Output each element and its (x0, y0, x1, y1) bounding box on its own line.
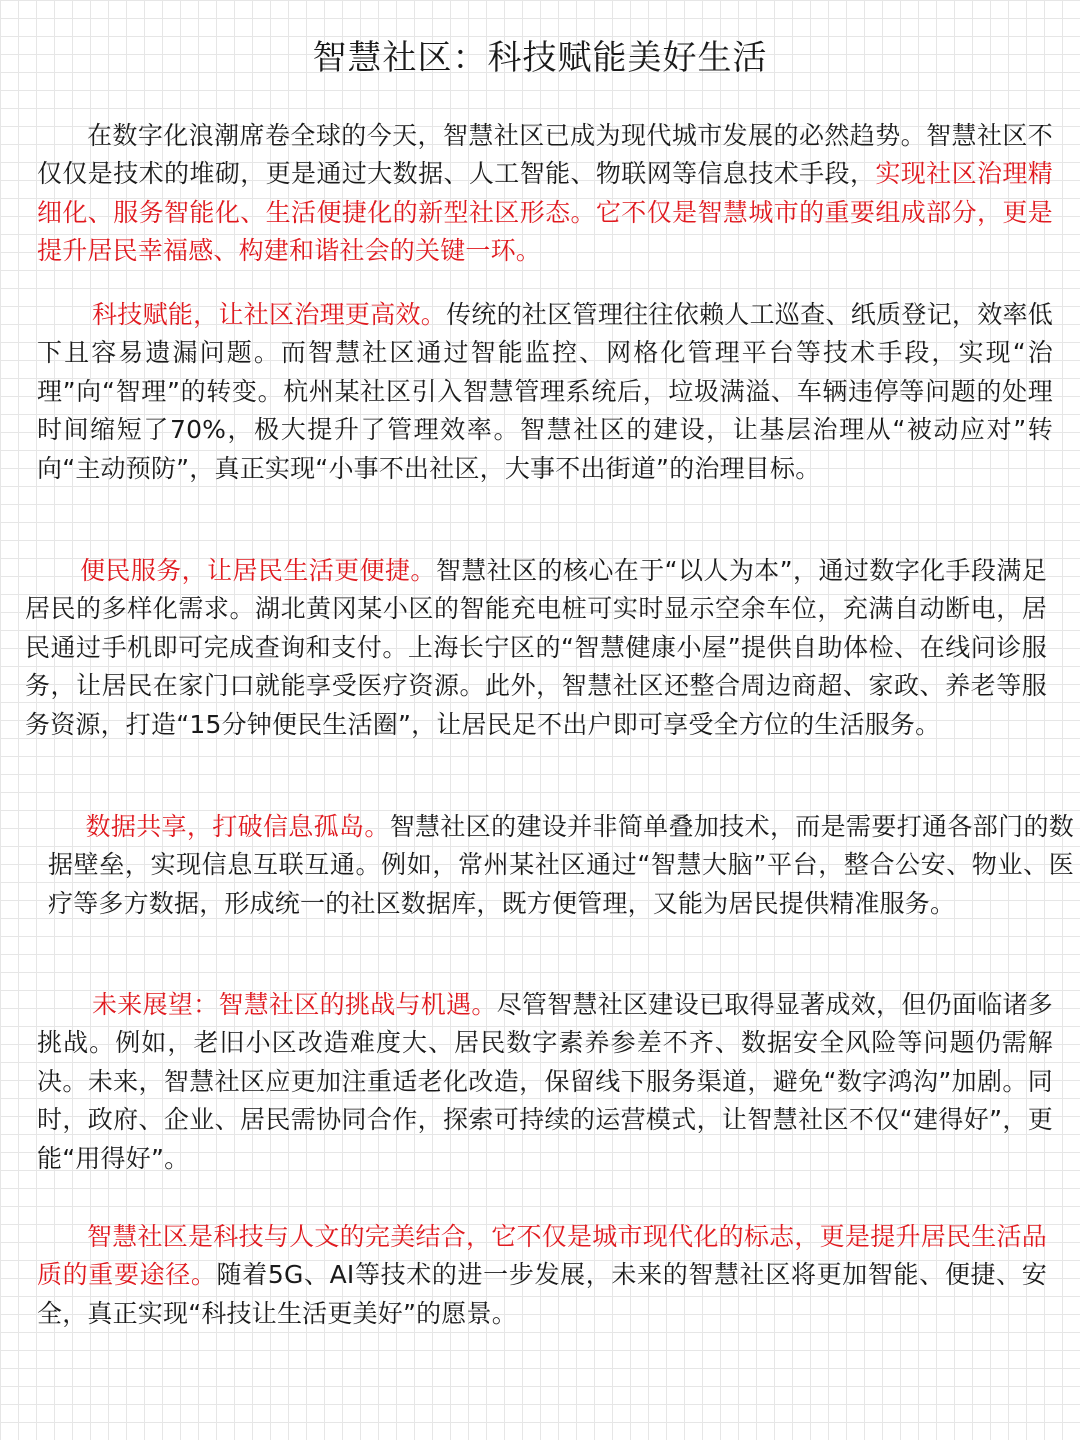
paragraph-conclusion (37, 1218, 1047, 1333)
paragraph-intro-body: 在数字化浪潮席卷全球的今天，智慧社区已成为现代城市发展的必然趋势。智慧社区不仅仅是技术的堆砌，更是通过大数据、人工智能、物联网等信息技术手段， (37, 121, 1053, 189)
paragraph-services (25, 552, 1047, 744)
paragraph-data-sharing (48, 808, 1074, 923)
paragraph-governance-heading: 科技赋能，让社区治理更高效。 (92, 300, 447, 329)
paragraph-conclusion-body: 随着5G、AI等技术的进一步发展，未来的智慧社区将更加智能、便捷、安全，真正实现“科技让生活更美好”的愿景。 (37, 1260, 1047, 1328)
paragraph-governance-body: 传统的社区管理往往依赖人工巡查、纸质登记，效率低下且容易遗漏问题。而智慧社区通过智能监控、网格化管理平台等技术手段，实现“治理”向“智理”的转变。杭州某社区引入智慧管理系统后，垃圾满溢、车辆违停等问题的处理时间缩短了70%，极大提升了管理效率。智慧社区的建设，让基层治理从“被动应对”转向“主动预防”，真正实现“小事不出社区，大事不出街道”的治理目标。 (37, 300, 1053, 483)
paragraph-services-heading: 便民服务，让居民生活更便捷。 (80, 556, 436, 585)
page-title: 智慧社区：科技赋能美好生活 (312, 38, 768, 78)
paragraph-data-sharing-body: 智慧社区的建设并非简单叠加技术，而是需要打通各部门的数据壁垒，实现信息互联互通。例如，常州某社区通过“智慧大脑”平台，整合公安、物业、医疗等多方数据，形成统一的社区数据库，既方便管理，又能为居民提供精准服务。 (48, 812, 1074, 918)
paragraph-intro (37, 117, 1053, 271)
paragraph-data-sharing-heading: 数据共享，打破信息孤岛。 (85, 812, 390, 841)
paragraph-intro-highlight: 实现社区治理精细化、服务智能化、生活便捷化的新型社区形态。它不仅是智慧城市的重要组成部分，更是提升居民幸福感、构建和谐社会的关键一环。 (37, 159, 1053, 266)
paragraph-governance (37, 296, 1053, 488)
paragraph-outlook (37, 986, 1053, 1178)
paragraph-conclusion-highlight: 智慧社区是科技与人文的完美结合，它不仅是城市现代化的标志，更是提升居民生活品质的重要途径。 (37, 1222, 1047, 1290)
paragraph-outlook-heading: 未来展望：智慧社区的挑战与机遇。 (92, 990, 497, 1019)
paragraph-services-body: 智慧社区的核心在于“以人为本”，通过数字化手段满足居民的多样化需求。湖北黄冈某小区的智能充电桩可实时显示空余车位，充满自动断电，居民通过手机即可完成查询和支付。上海长宁区的“智慧健康小屋”提供自助体检、在线问诊服务，让居民在家门口就能享受医疗资源。此外，智慧社区还整合周边商超、家政、养老等服务资源，打造“15分钟便民生活圈”，让居民足不出户即可享受全方位的生活服务。 (25, 556, 1047, 739)
paragraph-outlook-body: 尽管智慧社区建设已取得显著成效，但仍面临诸多挑战。例如，老旧小区改造难度大、居民数字素养参差不齐、数据安全风险等问题仍需解决。未来，智慧社区应更加注重适老化改造，保留线下服务渠道，避免“数字鸿沟”加剧。同时，政府、企业、居民需协同合作，探索可持续的运营模式，让智慧社区不仅“建得好”，更能“用得好”。 (37, 990, 1053, 1173)
